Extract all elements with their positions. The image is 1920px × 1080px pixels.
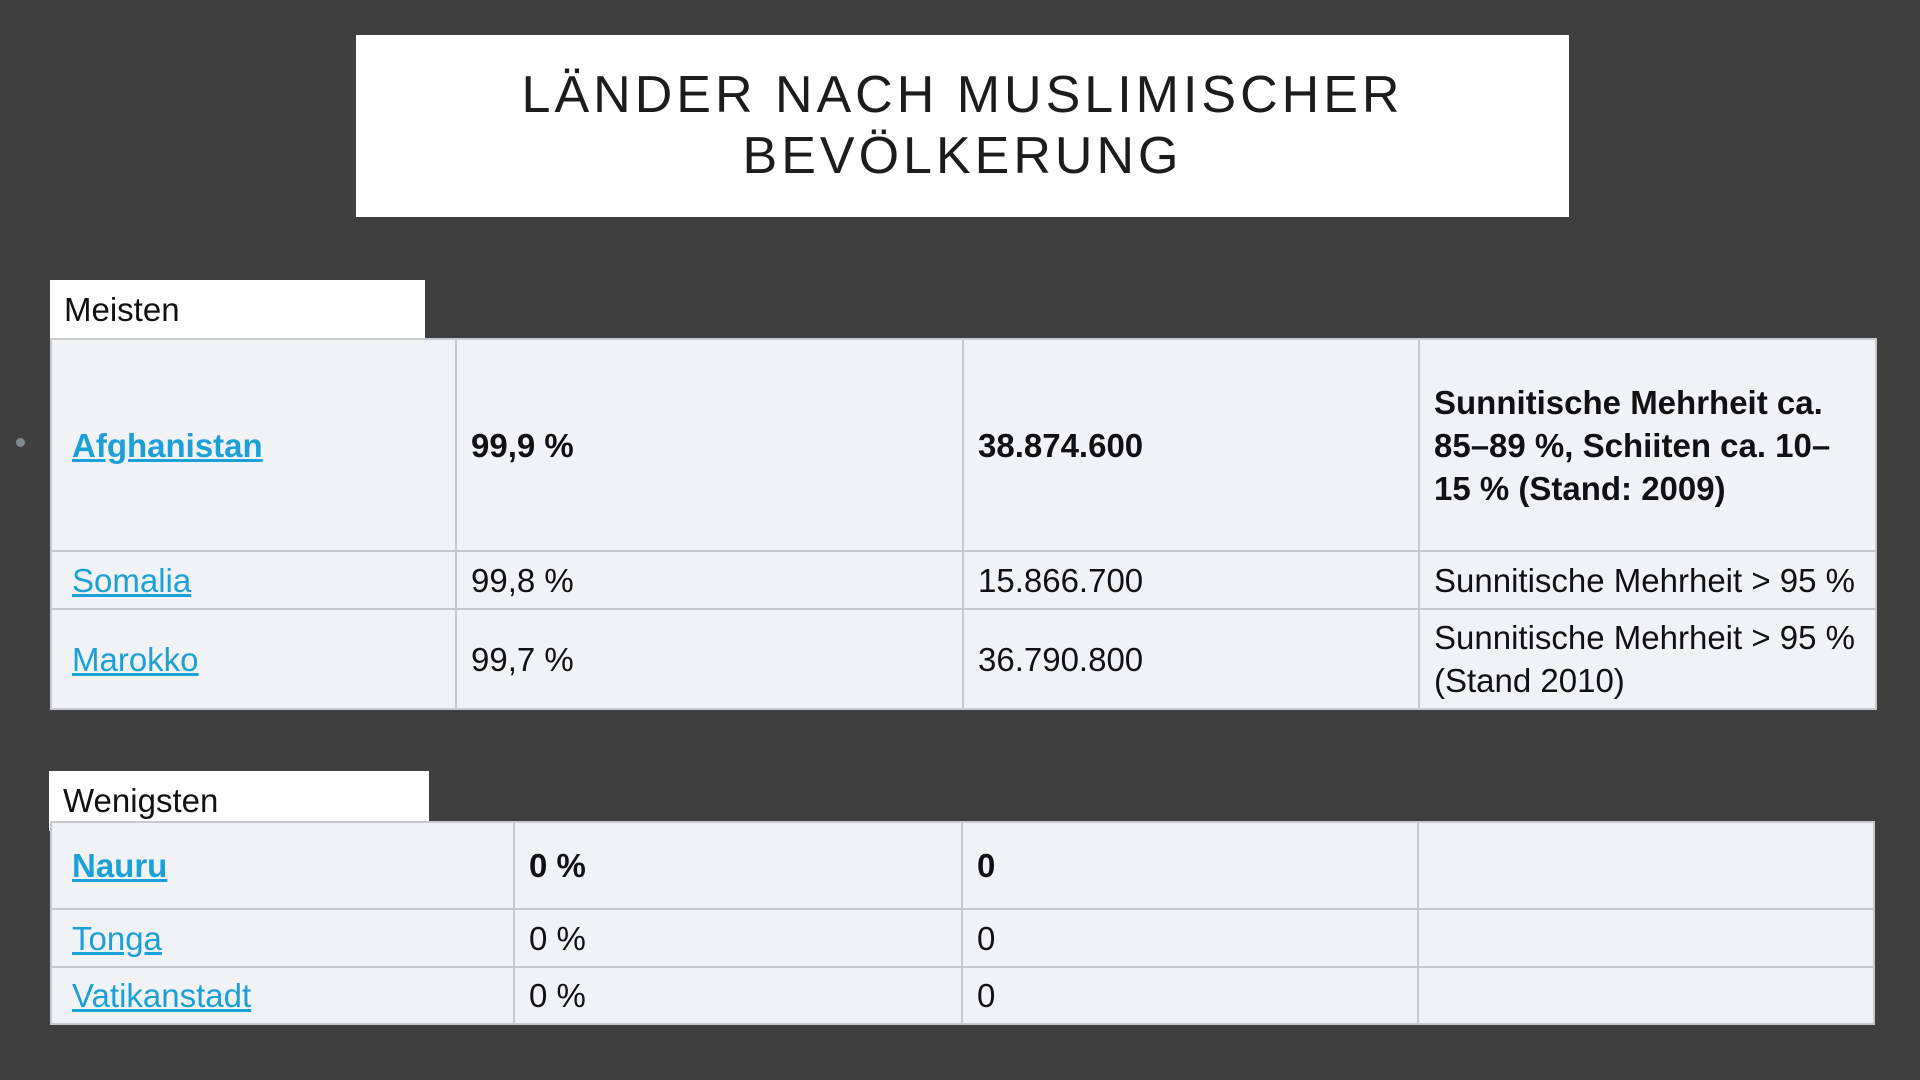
population-cell: 0 [962, 967, 1418, 1024]
percent-cell: 99,7 % [456, 609, 963, 709]
country-cell [51, 339, 456, 551]
note-cell: Sunnitische Mehrheit > 95 % (Stand 2010) [1419, 609, 1876, 709]
slide-title: LÄNDER NACH MUSLIMISCHER BEVÖLKERUNG [521, 66, 1404, 185]
table-row [51, 909, 1874, 967]
least-table [50, 821, 1875, 1025]
population-cell: 36.790.800 [963, 609, 1419, 709]
percent-cell: 0 % [514, 909, 962, 967]
country-cell [51, 822, 514, 909]
slide-title-box [356, 35, 1569, 217]
section-label-most: Meisten [50, 280, 425, 339]
bullet-dot-icon [16, 438, 25, 447]
country-link-nauru[interactable]: Nauru [72, 847, 168, 884]
country-link-tonga[interactable]: Tonga [72, 919, 162, 957]
note-cell [1418, 967, 1874, 1024]
note-cell [1418, 909, 1874, 967]
country-link-somalia[interactable]: Somalia [72, 561, 192, 599]
percent-cell: 0 % [514, 822, 962, 909]
section-label-least: Wenigsten [49, 771, 429, 831]
table-row [51, 822, 1874, 909]
note-cell: Sunnitische Mehrheit ca. 85–89 %, Schiiten ca. 10–15 % (Stand: 2009) [1419, 339, 1876, 551]
country-cell [51, 551, 456, 609]
country-link-afghanistan[interactable]: Afghanistan [72, 426, 263, 464]
percent-cell: 99,8 % [456, 551, 963, 609]
population-cell: 0 [962, 822, 1418, 909]
note-cell [1418, 822, 1874, 909]
country-cell [51, 609, 456, 709]
most-table [50, 338, 1877, 710]
population-cell: 0 [962, 909, 1418, 967]
percent-cell: 0 % [514, 967, 962, 1024]
percent-cell: 99,9 % [456, 339, 963, 551]
population-cell: 15.866.700 [963, 551, 1419, 609]
table-row [51, 967, 1874, 1024]
population-cell: 38.874.600 [963, 339, 1419, 551]
table-row [51, 551, 1876, 609]
note-cell: Sunnitische Mehrheit > 95 % [1419, 551, 1876, 609]
table-row [51, 609, 1876, 709]
country-link-vatikanstadt[interactable]: Vatikanstadt [72, 977, 252, 1014]
country-cell [51, 967, 514, 1024]
table-row [51, 339, 1876, 551]
country-cell [51, 909, 514, 967]
country-link-marokko[interactable]: Marokko [72, 640, 199, 678]
